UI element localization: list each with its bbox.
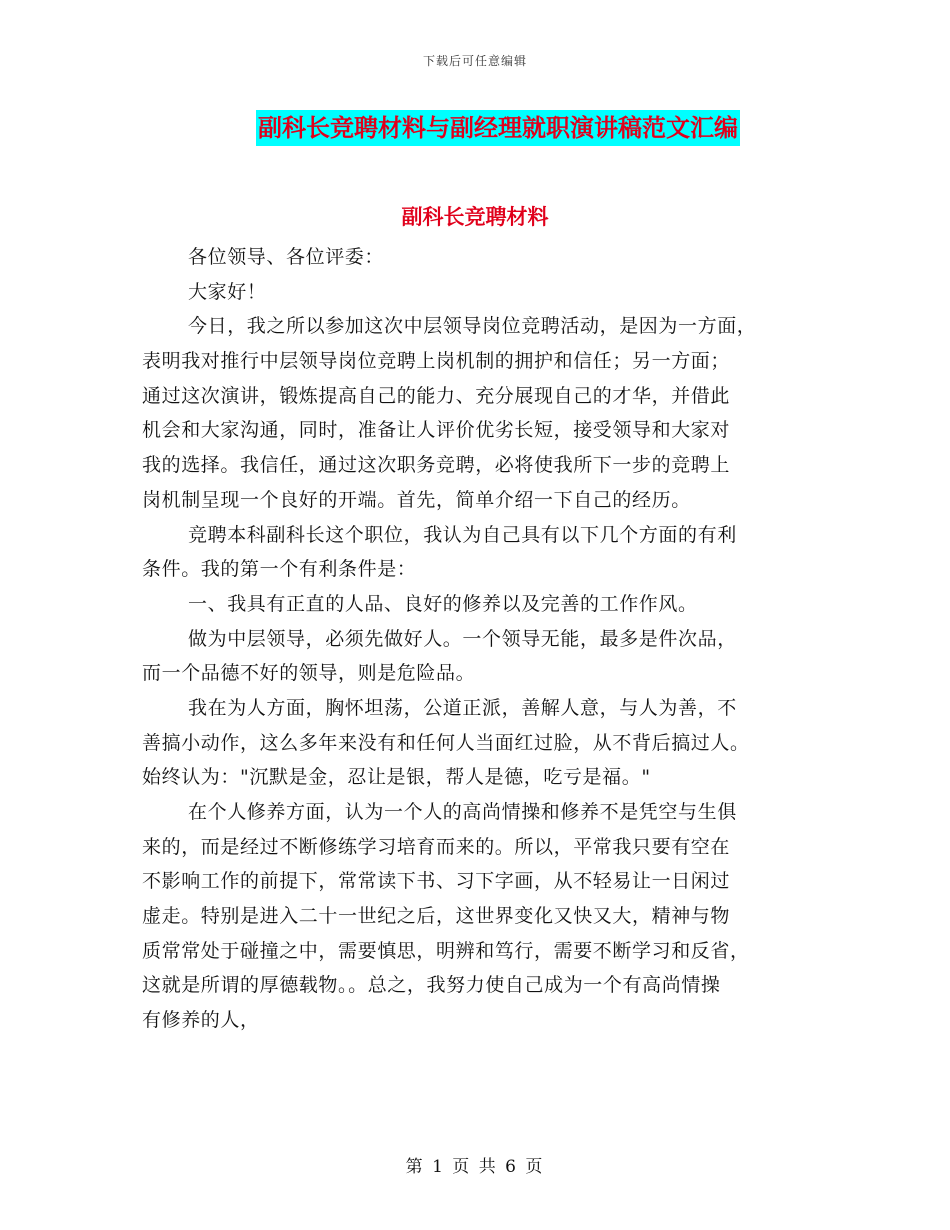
section-title: 副科长竞聘材料 [401, 205, 549, 229]
body-line: 这就是所谓的厚德载物。。总之，我努力使自己成为一个有高尚情操 [142, 974, 721, 997]
body-text [142, 222, 808, 1038]
page-footer: 第 1 页 共 6 页 [405, 1157, 545, 1177]
body-line: 今日，我之所以参加这次中层领导岗位竞聘活动，是因为一方面， [188, 315, 757, 338]
main-title: 副科长竞聘材料与副经理就职演讲稿范文汇编 [256, 110, 740, 146]
body-line: 我的选择。我信任，通过这次职务竞聘，必将使我所下一步的竞聘上 [142, 454, 731, 477]
body-line: 在个人修养方面，认为一个人的高尚情操和修养不是凭空与生俱 [188, 801, 737, 823]
body-line: 做为中层领导，必须先做好人。一个领导无能，最多是件次品， [188, 627, 737, 650]
body-line: 虚走。特别是进入二十一世纪之后，这世界变化又快又大，精神与物 [142, 905, 731, 928]
body-line: 各位领导、各位评委： [188, 246, 385, 268]
body-line: 有修养的人， [142, 1009, 260, 1032]
body-line: 通过这次演讲，锻炼提高自己的能力、充分展现自己的才华，并借此 [142, 384, 731, 407]
header-note: 下载后可任意编辑 [422, 54, 527, 68]
body-line: 而一个品德不好的领导，则是危险品。 [142, 662, 476, 685]
body-line: 岗机制呈现一个良好的开端。首先，简单介绍一下自己的经历。 [142, 488, 691, 511]
main-title-wrap [0, 110, 950, 146]
body-line: 我在为人方面，胸怀坦荡，公道正派，善解人意，与人为善，不 [188, 696, 737, 719]
body-line: 质常常处于碰撞之中，需要慎思，明辨和笃行，需要不断学习和反省， [142, 939, 750, 962]
body-line: 机会和大家沟通，同时，准备让人评价优劣长短，接受领导和大家对 [142, 419, 731, 442]
body-line: 善搞小动作，这么多年来没有和任何人当面红过脸，从不背后搞过人。 [142, 731, 750, 754]
body-line: 竞聘本科副科长这个职位，我认为自己具有以下几个方面的有利 [188, 523, 737, 546]
body-line: 来的，而是经过不断修练学习培育而来的。所以，平常我只要有空在 [142, 835, 731, 858]
body-line: 大家好！ [188, 280, 267, 303]
body-line: 不影响工作的前提下，常常读下书、习下字画，从不轻易让一日闲过 [142, 870, 731, 893]
body-line: 表明我对推行中层领导岗位竞聘上岗机制的拥护和信任；另一方面； [142, 350, 731, 373]
body-line: 始终认为："沉默是金，忍让是银，帮人是德，吃亏是福。" [142, 766, 651, 789]
body-line: 条件。我的第一个有利条件是： [142, 558, 417, 581]
body-line: 一、我具有正直的人品、良好的修养以及完善的工作作风。 [188, 592, 698, 615]
